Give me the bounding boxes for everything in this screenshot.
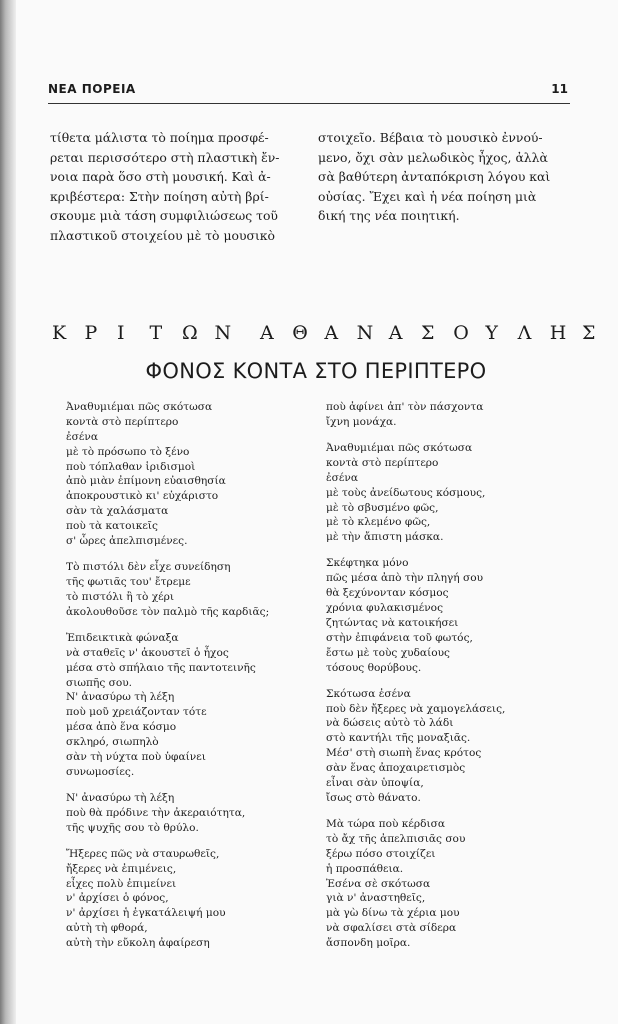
poem-verse: Ἤξερες πῶς νὰ σταυρωθεῖς, <box>66 847 220 860</box>
poem-verse: ἐσένα <box>66 430 98 443</box>
poem-stanza <box>66 791 269 836</box>
poem-stanza <box>66 847 269 951</box>
author-letter: Α <box>324 322 339 344</box>
author-letter: Υ <box>485 322 498 344</box>
essay-column-right <box>318 128 550 226</box>
poem-column-right <box>326 400 505 962</box>
poem-verse: Ἀναθυμιέμαι πῶς σκότωσα <box>66 401 213 413</box>
poem-verse: μὰ γὼ δίνω τὰ χέρια μου <box>326 907 460 920</box>
poem-stanza <box>66 560 269 620</box>
page-number: 11 <box>551 82 568 96</box>
poem-verse: σκληρό, σιωπηλὸ <box>66 736 159 749</box>
essay-line: δική της νέα ποιητική. <box>318 208 460 224</box>
poem-verse: ἡ προσπάθεια. <box>326 862 404 875</box>
author-letter: Θ <box>292 322 308 344</box>
poem-verse: ποὺ δὲν ἤξερες νὰ χαμογελάσεις, <box>326 702 506 715</box>
poem-verse: ποὺ μοῦ χρειάζονταν τότε <box>66 706 207 719</box>
poem-stanza <box>326 400 505 430</box>
poem-verse: ἄσπονδη μοῖρα. <box>326 937 411 950</box>
poem-verse: τῆς ψυχῆς σου τὸ θρύλο. <box>66 821 199 834</box>
essay-line: ρεται περισσότερο στὴ πλαστικὴ ἔν- <box>50 149 280 165</box>
author-letter: Ρ <box>84 322 98 344</box>
poem-verse: τὸ ἄχ τῆς ἀπελπισιᾶς σου <box>326 832 466 845</box>
essay-line: μενο, ὄχι σὰν μελωδικὸς ἦχος, ἀλλὰ <box>318 149 548 165</box>
poem-verse: ἴχνη μονάχα. <box>326 415 397 428</box>
poem-verse: Μέσ' στὴ σιωπὴ ἕνας κρότος <box>326 747 482 760</box>
author-letter: Η <box>549 322 567 344</box>
poem-verse: ἀποκρουστικὸ κι' εὐχάριστο <box>66 490 219 503</box>
essay-line: νοια παρὰ ὅσο στὴ μουσική. Καὶ ἀ- <box>50 169 271 185</box>
running-header <box>48 80 568 104</box>
poem-stanza <box>66 400 269 549</box>
author-letter: Σ <box>421 322 435 344</box>
poem-verse: ἀπὸ μιὰν ἐπίμονη εὐαισθησία <box>66 475 226 488</box>
poem-verse: μὲ τὸ πρόσωπο τὸ ξένο <box>66 445 190 458</box>
poem-verse: ἴσως στὸ θάνατο. <box>326 791 421 804</box>
poem-verse: τὸ πιστόλι ἢ τὸ χέρι <box>66 590 175 603</box>
poem-verse: σὰν τὰ χαλάσματα <box>66 505 169 518</box>
poem-verse: θὰ ξεχύνονταν κόσμος <box>326 587 449 600</box>
poem-verse: Ν' ἀνασύρω τὴ λέξη <box>66 791 175 804</box>
page-edge-shadow <box>0 0 16 1024</box>
poem-verse: αὐτὴ τὴ φθορά, <box>66 922 148 935</box>
poem-verse: αὐτὴ τὴν εὔκολη ἀφαίρεση <box>66 937 210 950</box>
poem-verse: τόσους θορύβους. <box>326 661 422 674</box>
poem-verse: μὲ τὸ σβυσμένο φῶς, <box>326 501 439 514</box>
poem-verse: νὰ σταθεῖς ν' ἀκουστεῖ ὁ ἦχος <box>66 646 229 659</box>
poem-verse: πῶς μέσα ἀπὸ τὴν πληγή σου <box>326 572 484 585</box>
poem-verse: Ἐπιδεικτικὰ φώναξα <box>66 631 179 644</box>
author-letter: Α <box>388 322 403 344</box>
poem-verse: συνωμοσίες. <box>66 765 135 778</box>
essay-line: τίθετα μάλιστα τὸ ποίημα προσφέ- <box>50 130 269 145</box>
poem-verse: γιὰ ν' ἀναστηθεῖς, <box>326 892 426 905</box>
author-letter: Α <box>260 322 274 344</box>
poem-verse: μὲ τὴν ἄπιστη μάσκα. <box>326 531 444 544</box>
essay-column-left <box>50 128 279 246</box>
poem-verse: σ' ὧρες ἀπελπισμένες. <box>66 535 188 548</box>
poem-verse: ξέρω πόσο στοιχίζει <box>326 847 436 860</box>
poem-verse: ἀκολουθοῦσε τὸν παλμὸ τῆς καρδιᾶς; <box>66 605 270 618</box>
poem-verse: Μὰ τώρα ποὺ κέρδισα <box>326 818 446 831</box>
poem-verse: στὴν ἐπιφάνεια τοῦ φωτός, <box>326 631 473 644</box>
poem-verse: σιωπῆς σου. <box>66 676 133 689</box>
essay-line: κριβέστερα: Στὴν ποίηση αὐτὴ βρί- <box>50 188 269 204</box>
poem-verse: ποὺ θὰ πρόδινε τὴν ἀκεραιότητα, <box>66 806 246 819</box>
poem-verse: χρόνια φυλακισμένος <box>326 602 443 615</box>
poem-verse: μὲ τὸ κλεμένο φῶς, <box>326 516 431 529</box>
poem-verse: ν' ἀρχίσει ἡ ἐγκατάλειψή μου <box>66 907 226 920</box>
author-letter: Τ <box>149 322 163 344</box>
poem-verse: ποὺ τὰ κατοικεῖς <box>66 520 158 533</box>
poem-verse: ν' ἀρχίσει ὁ φόνος, <box>66 892 169 905</box>
author-letter: Ο <box>453 322 469 344</box>
poem-verse: μὲ τοὺς ἀνείδωτους κόσμους, <box>326 486 486 499</box>
poem-stanza <box>66 631 269 780</box>
author-letter: Ν <box>356 322 374 344</box>
poem-column-left <box>66 400 269 962</box>
poem-verse: Σκότωσα ἐσένα <box>326 687 411 700</box>
poem-verse: εἶναι σὰν ὑποψία, <box>326 777 424 790</box>
poem-verse: μέσα στὸ σπήλαιο τῆς παντοτεινῆς <box>66 661 256 674</box>
poem-verse: σὰν ἕνας ἀποχαιρετισμὸς <box>326 762 466 775</box>
poem-verse: Ἐσένα σὲ σκότωσα <box>326 877 431 890</box>
poem-stanza <box>326 441 505 545</box>
author-letter: Λ <box>517 322 532 344</box>
poem-verse: ἔστω μὲ τοὺς χυδαίους <box>326 646 450 659</box>
poem-verse: σὰν τὴ νύχτα ποὺ ὑφαίνει <box>66 750 206 763</box>
author-name <box>48 322 596 352</box>
author-letter: Ι <box>117 322 125 344</box>
poem-verse: Ἀναθυμιέμαι πῶς σκότωσα <box>326 441 473 454</box>
poem-stanza <box>326 556 505 675</box>
poem-verse: ποὺ ἀφίνει ἀπ' τὸν πάσχοντα <box>326 401 484 413</box>
journal-name: ΝΕΑ ΠΟΡΕΙΑ <box>48 82 136 96</box>
poem-stanza <box>326 817 505 951</box>
header-rule <box>48 103 570 104</box>
poem-verse: κοντὰ στὸ περίπτερο <box>66 415 179 428</box>
essay-line: πλαστικοῦ στοιχείου μὲ τὸ μουσικὸ <box>50 227 276 243</box>
poem-stanza <box>326 687 505 806</box>
poem-verse: ἤξερες νὰ ἐπιμένεις, <box>66 862 177 875</box>
poem-verse: ζητώντας νὰ κατοικήσει <box>326 616 459 629</box>
poem-verse: Τὸ πιστόλι δὲν εἶχε συνείδηση <box>66 561 231 574</box>
poem-verse: Ν' ἀνασύρω τὴ λέξη <box>66 691 175 704</box>
essay-line: σκουμε μιὰ τάση συμφιλιώσεως τοῦ <box>50 208 278 224</box>
author-letter: Ω <box>182 322 198 344</box>
poem-verse: νὰ δώσεις αὐτὸ τὸ λάδι <box>326 717 454 730</box>
author-letter: Ν <box>214 322 232 344</box>
author-letter: Κ <box>52 322 67 344</box>
poem-verse: στὸ καντήλι τῆς μοναξιᾶς. <box>326 732 471 745</box>
essay-line: σὰ βαθύτερη ἀνταπόκριση λόγου καὶ <box>318 169 551 185</box>
poem-verse: νὰ σφαλίσει στὰ σίδερα <box>326 922 457 935</box>
essay-line: οὐσίας. Ἔχει καὶ ἡ νέα ποίηση μιὰ <box>318 188 537 204</box>
poem-verse: μέσα ἀπὸ ἕνα κόσμο <box>66 721 177 734</box>
poem-title: ΦΟΝΟΣ ΚΟΝΤΑ ΣΤΟ ΠΕΡΙΠΤΕΡΟ <box>145 359 487 383</box>
poem-verse: Σκέφτηκα μόνο <box>326 557 409 570</box>
author-letter: Σ <box>582 322 596 344</box>
poem-verse: τῆς φωτιᾶς του' ἔτρεμε <box>66 575 191 588</box>
poem-verse: εἶχες πολὺ ἐπιμείνει <box>66 877 177 890</box>
essay-line: στοιχεῖο. Βέβαια τὸ μουσικὸ ἐννού- <box>318 130 543 145</box>
poem-verse: κοντὰ στὸ περίπτερο <box>326 456 439 469</box>
poem-verse: ἐσένα <box>326 471 358 484</box>
poem-verse: ποὺ τόπλαθαν ἱριδισμοὶ <box>66 460 196 473</box>
